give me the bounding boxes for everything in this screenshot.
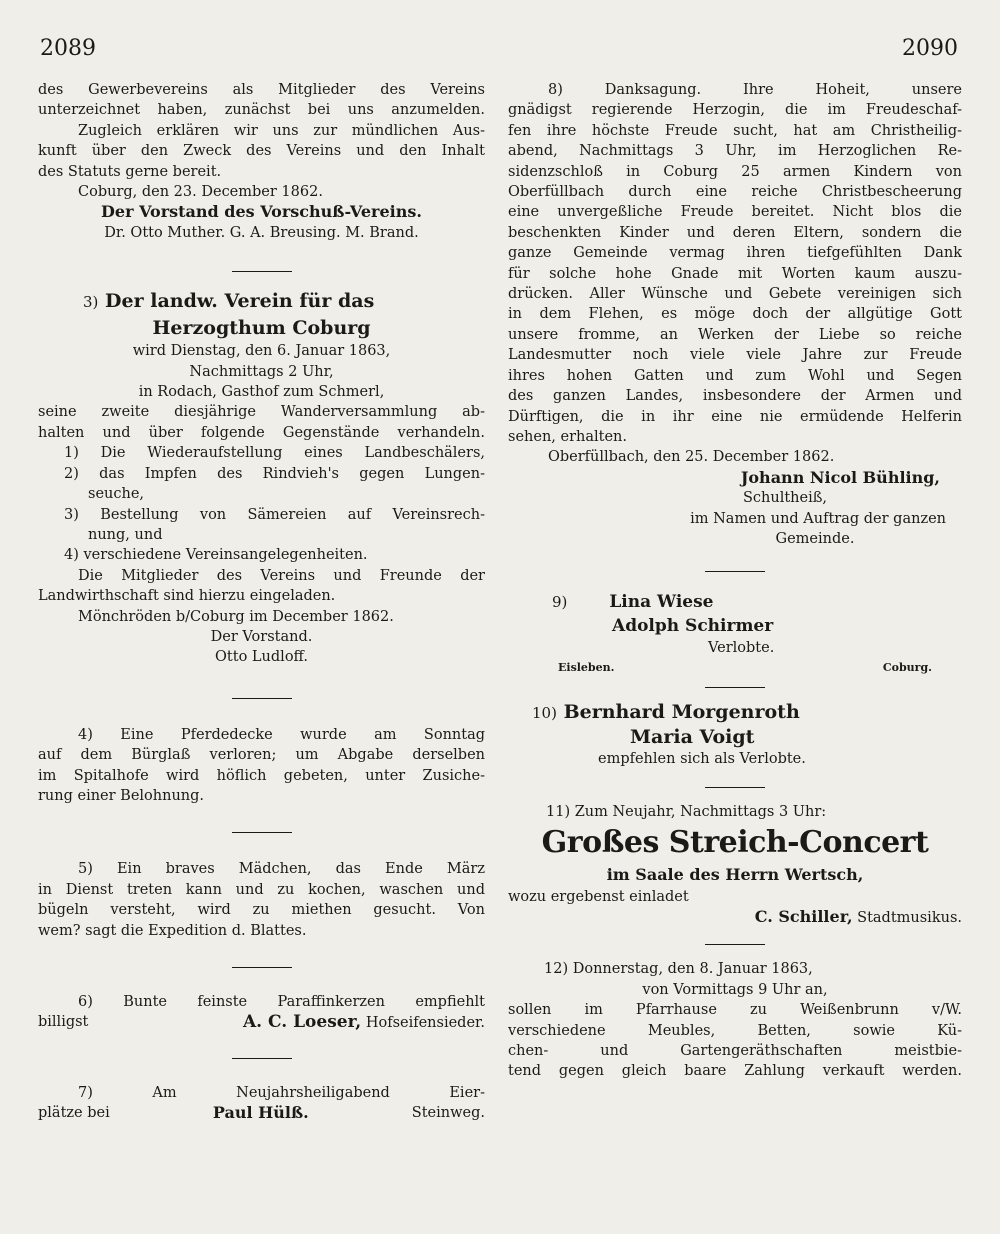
text-line — [38, 1012, 485, 1033]
text-line: unsere fromme, an Werken der Liebe so reiche — [508, 326, 962, 343]
engaged-name: Lina Wiese — [609, 592, 714, 613]
notice-title-2: Herzogthum Coburg — [152, 317, 371, 340]
text-line: Dürftigen, die in ihr eine nie ermüdende Helferin — [508, 408, 962, 425]
agenda-item: 2) das Impfen des Rindvieh's gegen Lungen- — [64, 465, 485, 482]
notice-title-line — [38, 288, 485, 315]
text-line: Nachmittags 2 Uhr, — [189, 363, 334, 380]
text-line: sidenzschloß in Coburg 25 armen Kindern von — [508, 163, 962, 180]
engaged-name: Maria Voigt — [630, 725, 755, 748]
merchant-name: Paul Hülß. — [212, 1103, 309, 1123]
text-line: in Dienst treten kann und zu kochen, waschen und — [38, 881, 485, 898]
agenda-item: 3) Bestellung von Sämereien auf Vereinsrech- — [64, 506, 485, 523]
text-line: beschenkten Kinder und deren Eltern, sondern die — [508, 224, 962, 241]
notice-block-agricultural-association — [38, 288, 485, 668]
page-number-left: 2089 — [40, 36, 96, 61]
text-line: chen- und Gartengeräthschaften meistbie- — [508, 1043, 962, 1059]
agenda-item: nung, und — [88, 526, 163, 543]
page-number-right: 2090 — [902, 36, 958, 61]
notice-signature: Otto Ludloff. — [215, 649, 308, 666]
text-line: im Spitalhofe wird höflich gebeten, unter Zusiche- — [38, 767, 485, 784]
notice-block-concert — [508, 802, 962, 928]
text-line: für solche hohe Gnade mit Worten kaum auszu- — [508, 265, 962, 282]
text-line: 8) Danksagung. Ihre Hoheit, unsere — [548, 82, 962, 98]
divider — [705, 787, 765, 788]
notice-block-engagement-wiese — [508, 590, 962, 676]
text-line: seine zweite diesjährige Wanderversammlung ab- — [38, 404, 485, 421]
text-line: des Statuts gerne bereit. — [38, 163, 222, 180]
text-line: Gemeinde. — [775, 530, 855, 547]
text-line: gnädigst regierende Herzogin, die im Freudeschaf- — [508, 102, 962, 119]
engagement-status: empfehlen sich als Verlobte. — [598, 750, 806, 767]
organizer-role: Stadtmusikus. — [857, 909, 962, 926]
text-line: Oberfüllbach durch eine reiche Christbescheerung — [508, 184, 962, 201]
agenda-item: seuche, — [88, 486, 145, 503]
text-line: 4) Eine Pferdedecke wurde am Sonntag — [78, 726, 485, 743]
right-column — [508, 80, 962, 1082]
text-line: rung einer Belohnung. — [38, 787, 205, 804]
text-line: fen ihre höchste Freude sucht, hat am Christheilig- — [508, 122, 962, 139]
divider — [232, 271, 292, 272]
notice-signature: Johann Nicol Bühling, — [740, 467, 940, 487]
notice-number: 10) — [532, 703, 557, 722]
text-line — [508, 907, 962, 928]
text-line: des ganzen Landes, insbesondere der Armen und — [508, 388, 962, 405]
text-fragment: Steinweg. — [411, 1105, 485, 1122]
merchant-role: Hofseifensieder. — [365, 1015, 485, 1032]
notice-date: Mönchröden b/Coburg im December 1862. — [78, 608, 394, 625]
text-line: in dem Flehen, es möge doch der allgütige Gott — [508, 306, 962, 323]
text-line: tend gegen gleich baare Zahlung verkauft werden. — [508, 1063, 962, 1080]
divider — [705, 944, 765, 945]
notice-number: 9) — [552, 593, 568, 612]
text-line: ganze Gemeinde vermag ihren tiefgefühlten Dank — [508, 245, 962, 262]
engaged-name: Adolph Schirmer — [612, 616, 774, 637]
notice-block-auction — [508, 959, 962, 1081]
text-line: Zugleich erklären wir uns zur mündlichen Aus- — [78, 122, 485, 139]
notice-date: Coburg, den 23. December 1862. — [78, 184, 323, 201]
text-line: unterzeichnet haben, zunächst bei uns anzumelden. — [38, 102, 485, 119]
text-line: sehen, erhalten. — [508, 428, 627, 445]
divider — [232, 832, 292, 833]
text-line: in Rodach, Gasthof zum Schmerl, — [138, 384, 385, 401]
text-line: abend, Nachmittags 3 Uhr, im Herzoglichen Re- — [508, 143, 962, 160]
text-line: 12) Donnerstag, den 8. Januar 1863, — [544, 961, 813, 978]
notice-title: Der landw. Verein für das — [105, 290, 375, 313]
text-line: 11) Zum Neujahr, Nachmittags 3 Uhr: — [546, 804, 827, 821]
concert-headline: Großes Streich-Concert — [541, 824, 929, 860]
text-line: bügeln versteht, wird zu miethen gesucht. Von — [38, 902, 485, 919]
notice-block-maid-wanted — [38, 859, 485, 941]
text-line: wird Dienstag, den 6. Januar 1863, — [132, 343, 391, 360]
text-line: verschiedene Meubles, Betten, sowie Kü- — [508, 1022, 962, 1039]
divider — [705, 571, 765, 572]
text-line: ihres hohen Gatten und zum Wohl und Segen — [508, 367, 962, 384]
notice-signature: Der Vorstand. — [210, 628, 313, 645]
text-line: Landwirthschaft sind hierzu eingeladen. — [38, 588, 336, 605]
text-line: des Gewerbevereins als Mitglieder des Vereins — [38, 82, 485, 98]
text-line: Landesmutter noch viele viele Jahre zur Freude — [508, 347, 962, 364]
left-column — [38, 80, 485, 1124]
text-fragment: plätze bei — [38, 1105, 110, 1122]
notice-signature: Der Vorstand des Vorschuß-Vereins. — [101, 202, 422, 222]
engagement-places — [508, 659, 962, 677]
organizer-name: C. Schiller, — [754, 906, 853, 926]
divider — [232, 1058, 292, 1059]
notice-number: 3) — [83, 293, 99, 312]
text-line: 7) Am Neujahrsheiligabend Eier- — [78, 1084, 485, 1101]
divider — [232, 698, 292, 699]
agenda-item: 1) Die Wiederaufstellung eines Landbeschälers, — [64, 445, 485, 462]
notice-block-candles — [38, 992, 485, 1034]
place-left: Eisleben. — [558, 660, 615, 674]
notice-block-egg-cakes — [38, 1083, 485, 1124]
text-line: 5) Ein braves Mädchen, das Ende März — [78, 861, 485, 878]
notice-block-horse-blanket — [38, 725, 485, 807]
text-line: auf dem Bürglaß verloren; um Abgabe derselben — [38, 747, 485, 764]
text-line: sollen im Pfarrhause zu Weißenbrunn v/W. — [508, 1002, 962, 1019]
engagement-status: Verlobte. — [708, 640, 775, 657]
text-line: Die Mitglieder des Vereins und Freunde der — [78, 567, 485, 584]
engagement-line-1 — [508, 590, 962, 614]
text-line: wozu ergebenst einladet — [508, 888, 689, 905]
engaged-name: Bernhard Morgenroth — [563, 700, 800, 723]
text-line: von Vormittags 9 Uhr an, — [642, 981, 828, 998]
notice-block-engagement-morgenroth — [508, 700, 962, 769]
text-line: 6) Bunte feinste Paraffinkerzen empfiehlt — [78, 994, 485, 1010]
text-line: kunft über den Zweck des Vereins und den Inhalt — [38, 143, 485, 160]
divider — [705, 687, 765, 688]
text-line: drücken. Aller Wünsche und Gebete vereinigen sich — [508, 286, 962, 303]
divider — [232, 967, 292, 968]
notice-block-thanks — [508, 80, 962, 549]
text-line: im Namen und Auftrag der ganzen — [690, 510, 946, 527]
text-line — [38, 1103, 485, 1123]
merchant-name: A. C. Loeser, — [242, 1012, 362, 1033]
text-fragment: billigst — [38, 1014, 89, 1031]
agenda-item: 4) verschiedene Vereinsangelegenheiten. — [64, 547, 368, 564]
signer-role: Schultheiß, — [742, 490, 828, 507]
notice-block-advance-association — [38, 80, 485, 243]
engagement-line-1 — [508, 700, 962, 725]
notice-date: Oberfüllbach, den 25. December 1862. — [548, 449, 835, 466]
notice-names: Dr. Otto Muther. G. A. Breusing. M. Brand. — [104, 224, 419, 241]
text-line: wem? sagt die Expedition d. Blattes. — [38, 922, 307, 939]
text-line: halten und über folgende Gegenstände verhandeln. — [38, 424, 485, 441]
place-right: Coburg. — [882, 660, 932, 674]
concert-venue: im Saale des Herrn Wertsch, — [606, 864, 864, 884]
text-line: eine unvergeßliche Freude bereitet. Nicht blos die — [508, 204, 962, 221]
